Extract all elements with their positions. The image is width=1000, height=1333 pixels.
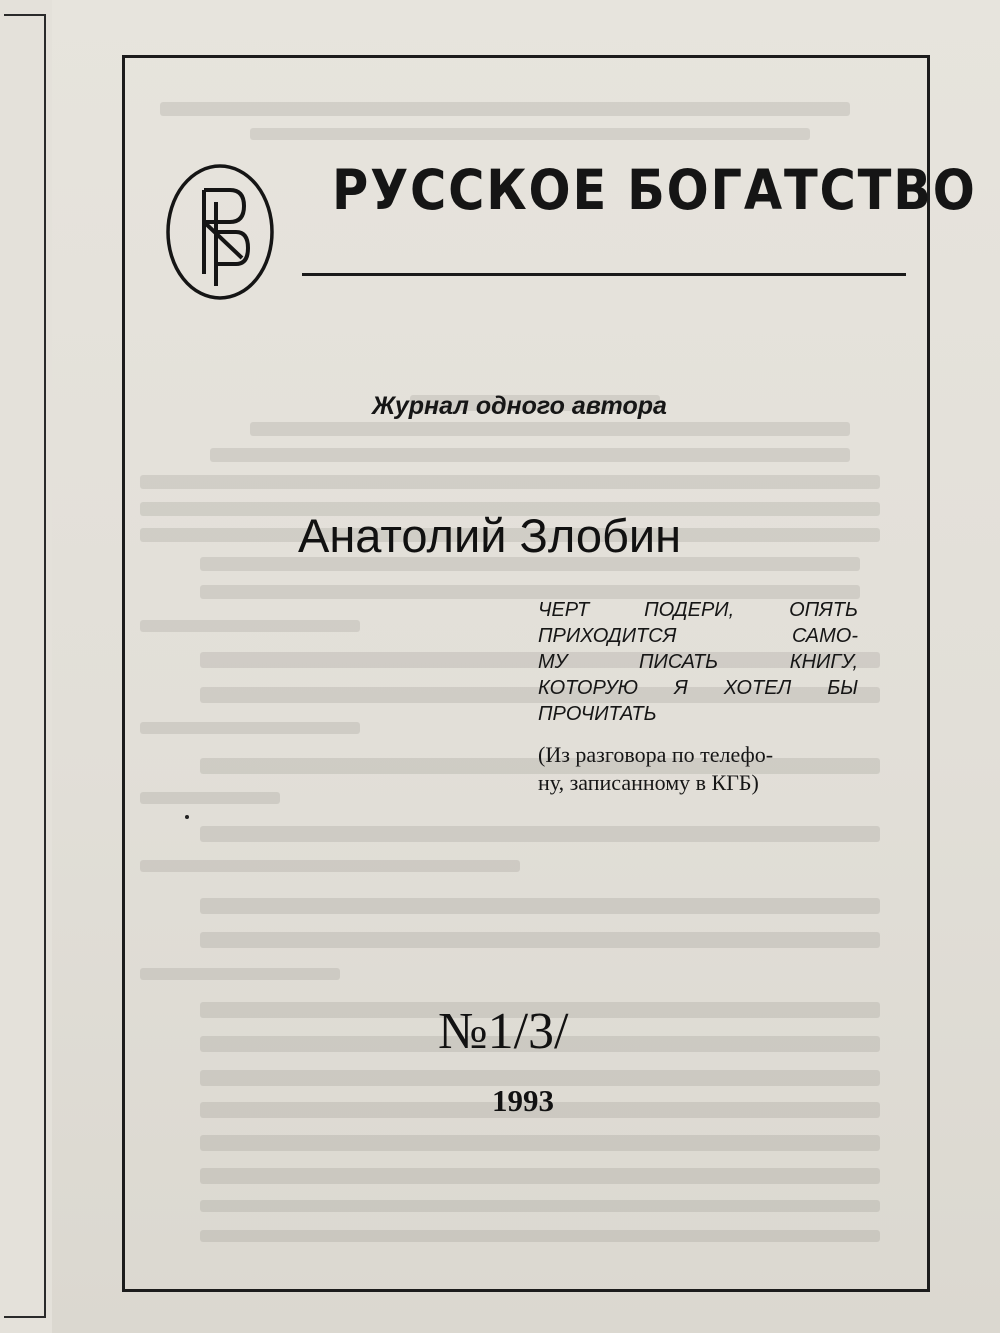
epigraph-line: ПРИХОДИТСЯ САМО-	[538, 625, 858, 647]
previous-page-edge	[0, 0, 54, 1333]
title-page	[52, 0, 1000, 1333]
title-rule	[302, 273, 906, 276]
publication-year: 1993	[492, 1083, 554, 1118]
epigraph-line: ПРОЧИТАТЬ	[538, 703, 657, 725]
ink-speck	[185, 815, 189, 819]
epigraph-line: МУ ПИСАТЬ КНИГУ,	[538, 651, 858, 673]
epigraph	[538, 597, 858, 727]
epigraph-source	[538, 741, 858, 797]
issue-number: №1/3/	[438, 1003, 569, 1060]
author-name: Анатолий Злобин	[298, 509, 682, 562]
publisher-logo-icon	[164, 162, 276, 302]
previous-page-frame	[4, 14, 46, 1318]
epigraph-line: КОТОРУЮ Я ХОТЕЛ БЫ	[538, 677, 858, 699]
epigraph-source-line: (Из разговора по телефо-	[538, 742, 774, 767]
magazine-subtitle: Журнал одного автора	[372, 392, 667, 420]
epigraph-source-line: ну, записанному в КГБ)	[538, 770, 759, 795]
magazine-title: РУССКОЕ БОГАТСТВО	[332, 158, 977, 222]
epigraph-line: ЧЕРТ ПОДЕРИ, ОПЯТЬ	[538, 599, 858, 621]
